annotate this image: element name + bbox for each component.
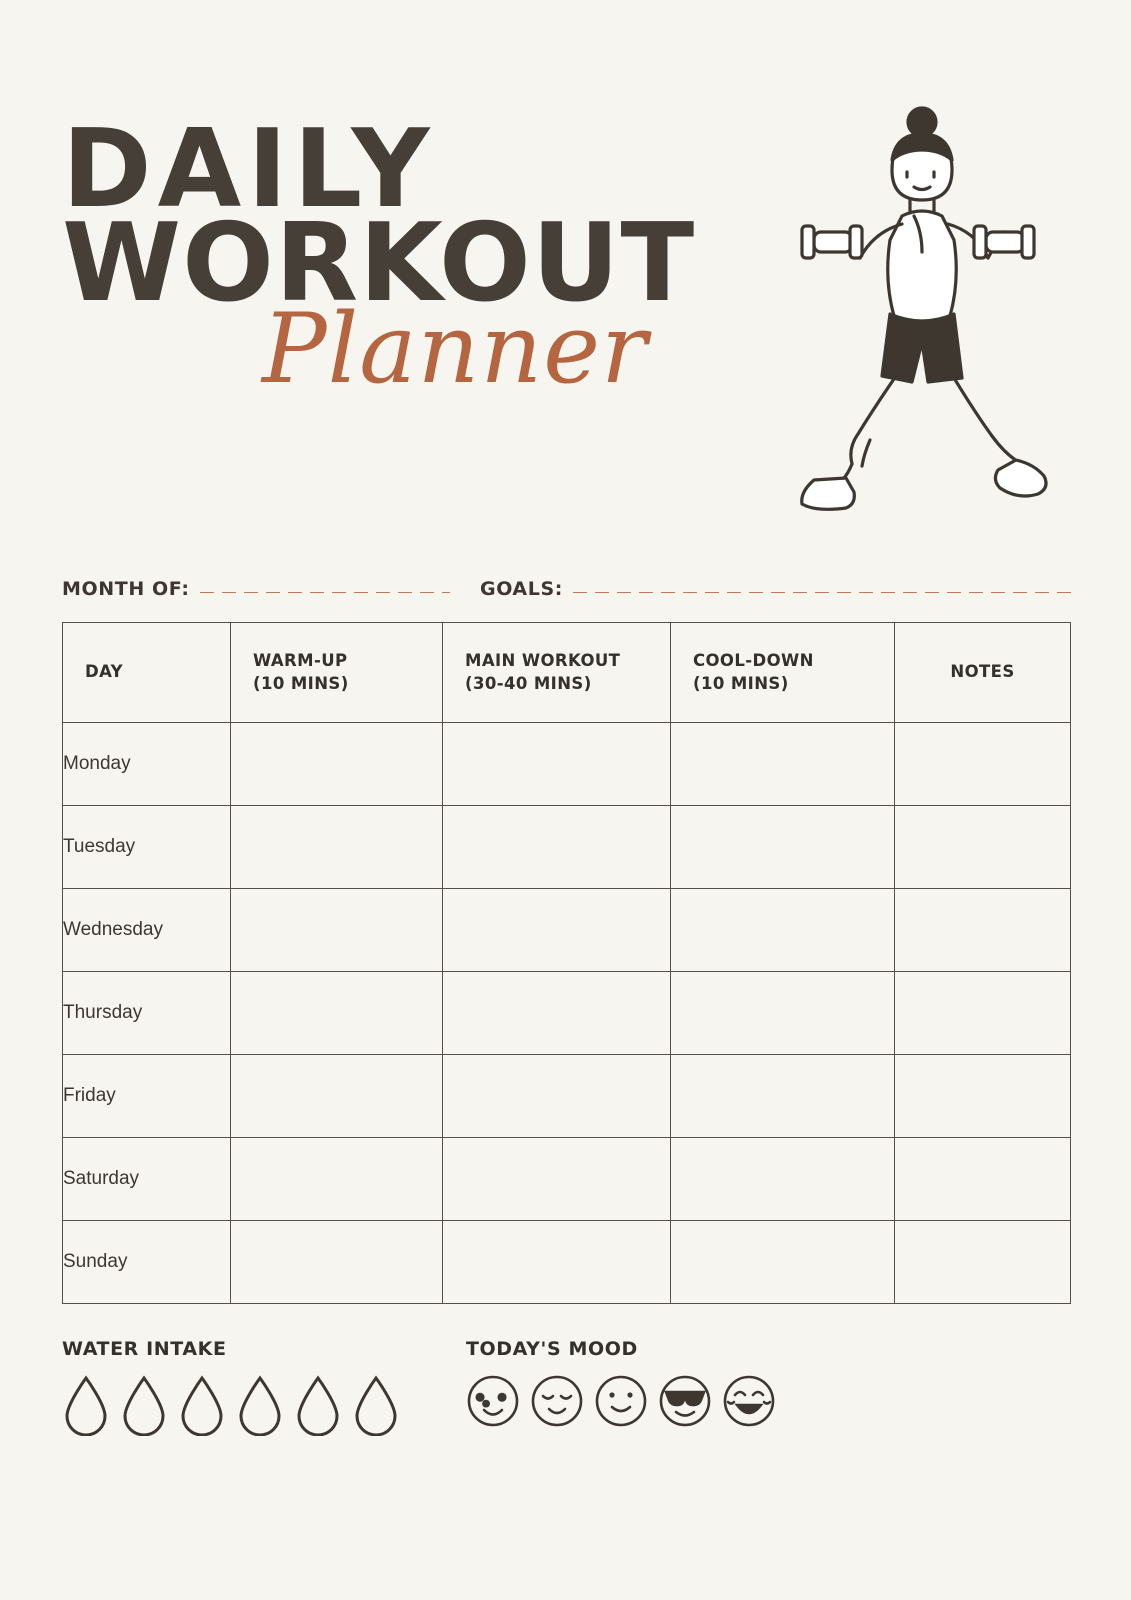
title-line-2: WORKOUT	[62, 201, 696, 327]
day-label-friday: Friday	[63, 1055, 231, 1138]
month-of-field[interactable]	[62, 578, 462, 600]
mood-relaxed-icon[interactable]	[530, 1374, 584, 1428]
cell-saturday-cooldown[interactable]	[671, 1138, 895, 1221]
cell-monday-notes[interactable]	[895, 723, 1071, 806]
table-header-row	[63, 623, 1071, 723]
month-of-label: MONTH OF:	[62, 578, 190, 600]
table-row	[63, 806, 1071, 889]
water-intake-drops	[62, 1374, 462, 1436]
page-header	[62, 107, 1072, 540]
mood-dizzy-icon[interactable]	[466, 1374, 520, 1428]
cell-saturday-notes[interactable]	[895, 1138, 1071, 1221]
table-row	[63, 889, 1071, 972]
cell-thursday-notes[interactable]	[895, 972, 1071, 1055]
day-label-monday: Monday	[63, 723, 231, 806]
water-drop-icon[interactable]	[120, 1374, 168, 1436]
cell-thursday-warmup[interactable]	[231, 972, 443, 1055]
water-intake-title: WATER INTAKE	[62, 1338, 227, 1360]
page-title	[62, 107, 762, 405]
cell-tuesday-notes[interactable]	[895, 806, 1071, 889]
cell-sunday-warmup[interactable]	[231, 1221, 443, 1304]
month-of-input-line[interactable]	[200, 592, 450, 593]
water-drop-icon[interactable]	[178, 1374, 226, 1436]
day-label-tuesday: Tuesday	[63, 806, 231, 889]
workout-planner-table	[62, 622, 1071, 1304]
column-header-day-label: DAY	[85, 662, 124, 682]
goals-field[interactable]	[480, 578, 1072, 600]
title-script-word: Planner	[262, 292, 648, 405]
bottom-sections	[62, 1338, 1072, 1488]
cell-thursday-main[interactable]	[443, 972, 671, 1055]
title-line-1: DAILY	[62, 107, 436, 232]
column-header-warmup	[231, 623, 443, 723]
cell-friday-warmup[interactable]	[231, 1055, 443, 1138]
column-header-warmup-line1: WARM-UP	[253, 651, 348, 671]
table-header	[63, 623, 1071, 723]
cell-sunday-cooldown[interactable]	[671, 1221, 895, 1304]
column-header-main-workout	[443, 623, 671, 723]
cell-sunday-main[interactable]	[443, 1221, 671, 1304]
cell-wednesday-cooldown[interactable]	[671, 889, 895, 972]
cell-saturday-main[interactable]	[443, 1138, 671, 1221]
table-row	[63, 1221, 1071, 1304]
water-drop-icon[interactable]	[236, 1374, 284, 1436]
goals-input-line[interactable]	[573, 592, 1072, 593]
column-header-main-line2: (30-40 MINS)	[465, 673, 592, 693]
cell-sunday-notes[interactable]	[895, 1221, 1071, 1304]
mood-cool-sunglasses-icon[interactable]	[658, 1374, 712, 1428]
column-header-notes	[895, 623, 1071, 723]
column-header-cooldown-line1: COOL-DOWN	[693, 651, 814, 671]
cell-friday-notes[interactable]	[895, 1055, 1071, 1138]
column-header-cooldown	[671, 623, 895, 723]
table-body	[63, 723, 1071, 1304]
water-drop-icon[interactable]	[62, 1374, 110, 1436]
cell-wednesday-warmup[interactable]	[231, 889, 443, 972]
goals-label: GOALS:	[480, 578, 563, 600]
cell-tuesday-main[interactable]	[443, 806, 671, 889]
woman-lunging-with-dumbbells-illustration	[762, 100, 1072, 520]
cell-tuesday-warmup[interactable]	[231, 806, 443, 889]
meta-row	[62, 560, 1072, 600]
day-label-wednesday: Wednesday	[63, 889, 231, 972]
mood-smile-icon[interactable]	[594, 1374, 648, 1428]
table-row	[63, 972, 1071, 1055]
mood-laughing-icon[interactable]	[722, 1374, 776, 1428]
column-header-warmup-line2: (10 MINS)	[253, 673, 349, 693]
cell-tuesday-cooldown[interactable]	[671, 806, 895, 889]
cell-wednesday-main[interactable]	[443, 889, 671, 972]
column-header-main-line1: MAIN WORKOUT	[465, 651, 621, 671]
cell-monday-main[interactable]	[443, 723, 671, 806]
cell-friday-cooldown[interactable]	[671, 1055, 895, 1138]
column-header-notes-label: NOTES	[950, 662, 1015, 682]
cell-monday-warmup[interactable]	[231, 723, 443, 806]
cell-monday-cooldown[interactable]	[671, 723, 895, 806]
day-label-thursday: Thursday	[63, 972, 231, 1055]
todays-mood-title: TODAY'S MOOD	[466, 1338, 638, 1360]
column-header-cooldown-line2: (10 MINS)	[693, 673, 789, 693]
table-row	[63, 1055, 1071, 1138]
water-drop-icon[interactable]	[294, 1374, 342, 1436]
cell-friday-main[interactable]	[443, 1055, 671, 1138]
table-row	[63, 1138, 1071, 1221]
day-label-sunday: Sunday	[63, 1221, 231, 1304]
cell-saturday-warmup[interactable]	[231, 1138, 443, 1221]
day-label-saturday: Saturday	[63, 1138, 231, 1221]
water-drop-icon[interactable]	[352, 1374, 400, 1436]
cell-thursday-cooldown[interactable]	[671, 972, 895, 1055]
mood-options	[466, 1374, 896, 1428]
water-intake-section	[62, 1338, 462, 1436]
column-header-day	[63, 623, 231, 723]
table-row	[63, 723, 1071, 806]
todays-mood-section	[466, 1338, 896, 1428]
cell-wednesday-notes[interactable]	[895, 889, 1071, 972]
